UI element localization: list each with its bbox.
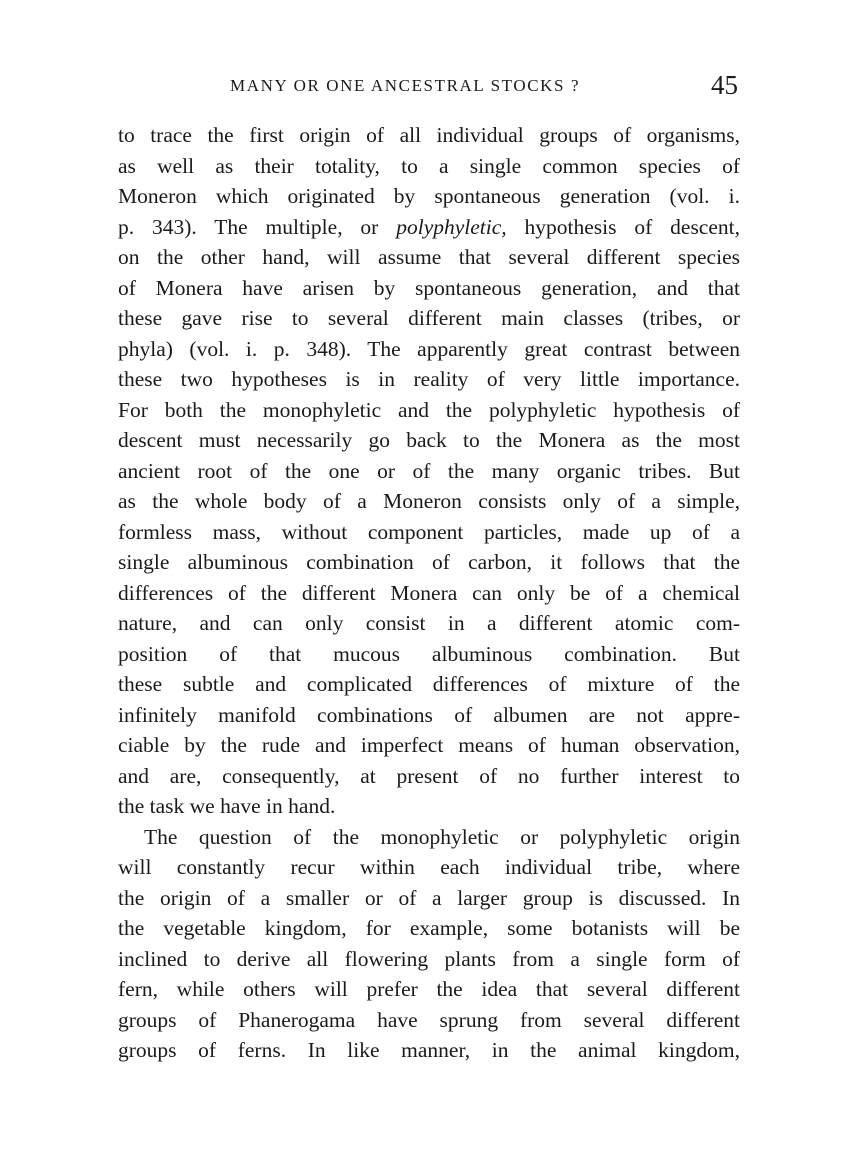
text-line: groups of Phanerogama have sprung from several different	[118, 1007, 740, 1032]
text-line: descent must necessarily go back to the Monera as the most	[118, 428, 740, 452]
body-text	[118, 120, 740, 1066]
text-segment: p. 343). The multiple, or	[118, 214, 397, 239]
running-head	[118, 72, 740, 106]
text-line: ancient root of the one or of the many organic tribes. But	[118, 458, 740, 483]
text-line: on the other hand, will assume that several different species	[118, 245, 740, 269]
text-line: infinitely manifold combinations of albumen are not appre-	[118, 702, 740, 727]
text-line: position of that mucous albuminous combination. But	[118, 641, 740, 666]
text-line: differences of the different Monera can only be of a chemical	[118, 580, 740, 605]
text-segment: hypothesis of descent,	[506, 214, 740, 239]
italic-term: polyphyletic,	[396, 214, 507, 239]
text-line	[118, 212, 740, 243]
text-line: to trace the first origin of all individual groups of organisms,	[118, 123, 740, 147]
text-line: of Monera have arisen by spontaneous generation, and that	[118, 275, 740, 300]
text-line: fern, while others will prefer the idea that several different	[118, 977, 740, 1001]
text-line: nature, and can only consist in a different atomic com-	[118, 611, 740, 635]
text-line: For both the monophyletic and the polyphyletic hypothesis of	[118, 397, 740, 422]
text-line: the task we have in hand.	[118, 794, 336, 818]
text-line: these subtle and complicated differences of mixture of the	[118, 672, 740, 696]
text-line: The question of the monophyletic or polyphyletic origin	[144, 824, 740, 849]
text-line: phyla) (vol. i. p. 348). The apparently great contrast between	[118, 336, 740, 361]
text-line: Moneron which originated by spontaneous generation (vol. i.	[118, 184, 740, 208]
text-line: these two hypotheses is in reality of very little importance.	[118, 367, 740, 391]
text-line: as the whole body of a Moneron consists only of a simple,	[118, 489, 740, 513]
text-line: groups of ferns. In like manner, in the animal kingdom,	[118, 1038, 740, 1062]
text-line: the origin of a smaller or of a larger group is discussed. In	[118, 885, 740, 910]
text-line: the vegetable kingdom, for example, some botanists will be	[118, 916, 740, 940]
text-line: as well as their totality, to a single common species of	[118, 153, 740, 178]
running-title: MANY OR ONE ANCESTRAL STOCKS ?	[230, 76, 581, 95]
text-line: and are, consequently, at present of no further interest to	[118, 763, 740, 788]
text-line: formless mass, without component particles, made up of a	[118, 519, 740, 544]
text-line: inclined to derive all flowering plants from a single form of	[118, 946, 740, 971]
text-line: these gave rise to several different main classes (tribes, or	[118, 306, 740, 330]
text-line: single albuminous combination of carbon, it follows that the	[118, 550, 740, 574]
text-line: will constantly recur within each individual tribe, where	[118, 855, 740, 879]
page-number: 45	[711, 70, 738, 100]
text-line: ciable by the rude and imperfect means of human observation,	[118, 733, 740, 757]
